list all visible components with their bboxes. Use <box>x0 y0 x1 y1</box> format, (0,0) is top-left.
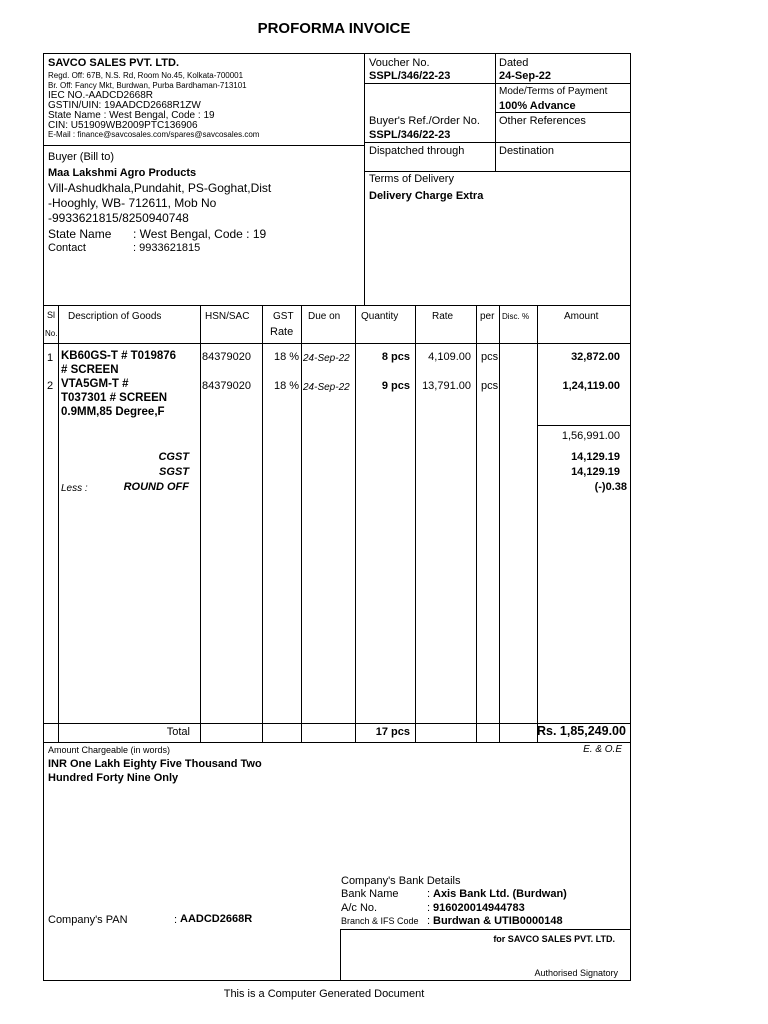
col-line-gst <box>301 305 302 742</box>
divider-dispatch <box>364 171 631 172</box>
item-per: pcs <box>481 380 499 392</box>
item-amount: 32,872.00 <box>571 351 620 363</box>
terms-label: Terms of Delivery <box>369 173 454 185</box>
item-rate: 4,109.00 <box>428 351 471 363</box>
item-due-on: 24-Sep-22 <box>303 382 350 393</box>
bank-name-label: Bank Name <box>341 888 399 900</box>
seller-email: E-Mail : finance@savcosales.com/spares@savcosales.com <box>48 130 260 139</box>
subtotal-rule <box>537 425 631 426</box>
bank-name-value: Axis Bank Ltd. (Burdwan) <box>433 888 567 900</box>
col-line-per <box>499 305 500 742</box>
bank-ac-value: 916020014944783 <box>433 902 525 914</box>
cgst-value: 14,129.19 <box>571 451 620 463</box>
cgst-label: CGST <box>158 451 189 463</box>
col-header-amount: Amount <box>564 311 599 322</box>
item-quantity: 9 pcs <box>381 380 410 392</box>
item-sl: 1 <box>47 352 54 364</box>
divider-seller-buyer <box>43 145 364 146</box>
table-header-top <box>43 305 631 306</box>
total-row-bottom <box>43 742 631 743</box>
col-header-per: per <box>480 311 495 322</box>
signature-company: for SAVCO SALES PVT. LTD. <box>493 934 615 944</box>
buyer-state-label: State Name <box>48 227 112 241</box>
divider-voucher <box>364 83 495 84</box>
buyer-contact-label: Contact <box>48 242 86 254</box>
item-gst-rate: 18 % <box>274 351 300 363</box>
divider-mode <box>495 112 631 113</box>
buyer-state-value: : West Bengal, Code : 19 <box>133 227 267 241</box>
col-header-due-on: Due on <box>308 311 341 322</box>
eoe-note: E. & O.E <box>583 744 622 755</box>
buyer-address-3: -9933621815/8250940748 <box>48 211 189 225</box>
less-label: Less : <box>61 483 88 494</box>
terms-value: Delivery Charge Extra <box>369 190 484 202</box>
divider-dated <box>495 83 631 84</box>
bank-title: Company's Bank Details <box>341 875 461 887</box>
col-line-sl <box>58 305 59 742</box>
col-header-description: Description of Goods <box>68 311 162 322</box>
bank-name-sep: : <box>427 888 431 900</box>
col-header-sl: Sl <box>47 310 56 320</box>
seller-branch-office: Br. Off: Fancy Mkt, Burdwan, Purba Bardhaman-713101 <box>48 81 247 90</box>
pan-sep: : <box>174 914 178 926</box>
seller-regd-office: Regd. Off: 67B, N.S. Rd, Room No.45, Kolkata-700001 <box>48 71 244 80</box>
col-header-gst: GST <box>273 311 294 322</box>
divider-buyer-ref <box>364 142 631 143</box>
seller-state: State Name : West Bengal, Code : 19 <box>48 110 215 121</box>
bank-ac-label: A/c No. <box>341 902 378 914</box>
col-line-qty <box>415 305 416 742</box>
bank-branch-label: Branch & IFS Code <box>341 916 419 926</box>
col-header-quantity: Quantity <box>361 311 399 322</box>
item-per: pcs <box>481 351 499 363</box>
item-rate: 13,791.00 <box>422 380 471 392</box>
voucher-label: Voucher No. <box>369 57 430 69</box>
frame-top <box>43 53 631 54</box>
item-gst-rate: 18 % <box>274 380 300 392</box>
page-title: PROFORMA INVOICE <box>257 20 411 37</box>
signature-box-left <box>340 929 341 981</box>
seller-iec: IEC NO.-AADCD2668R <box>48 90 154 101</box>
item-description-line-3: 0.9MM,85 Degree,F <box>61 406 165 418</box>
bank-branch-sep: : <box>427 915 431 927</box>
item-description-line-2: # SCREEN <box>61 364 119 376</box>
seller-cin: CIN: U51909WB2009PTC136906 <box>48 120 198 131</box>
item-quantity: 8 pcs <box>381 351 410 363</box>
frame-right <box>630 53 631 981</box>
col-line-hsn <box>262 305 263 742</box>
col-line-disc <box>537 305 538 742</box>
item-sl: 2 <box>47 380 54 392</box>
item-hsn: 84379020 <box>202 351 251 363</box>
footer-note: This is a Computer Generated Document <box>223 988 425 1000</box>
item-due-on: 24-Sep-22 <box>303 353 350 364</box>
buyer-label: Buyer (Bill to) <box>48 151 115 163</box>
sgst-label: SGST <box>159 466 189 478</box>
col-header-rate: Rate <box>432 311 454 322</box>
destination-label: Destination <box>499 145 555 157</box>
amount-in-words-line-1: INR One Lakh Eighty Five Thousand Two <box>48 758 262 770</box>
authorised-signatory: Authorised Signatory <box>534 968 618 978</box>
buyer-ref-label: Buyer's Ref./Order No. <box>369 115 480 127</box>
mode-value: 100% Advance <box>499 100 576 112</box>
bank-ac-sep: : <box>427 902 431 914</box>
subtotal-value: 1,56,991.00 <box>561 430 620 442</box>
frame-left <box>43 53 44 981</box>
col-line-desc <box>200 305 201 742</box>
col-line-rate <box>476 305 477 742</box>
col-header-gst-rate: Rate <box>270 326 294 338</box>
bank-branch-value: Burdwan & UTIB0000148 <box>433 915 563 927</box>
round-off-label: ROUND OFF <box>123 481 189 493</box>
total-amount: Rs. 1,85,249.00 <box>537 724 626 738</box>
buyer-ref-value: SSPL/346/22-23 <box>369 129 451 141</box>
item-amount: 1,24,119.00 <box>562 380 620 392</box>
seller-name: SAVCO SALES PVT. LTD. <box>48 57 179 69</box>
sgst-value: 14,129.19 <box>571 466 620 478</box>
pan-label: Company's PAN <box>48 914 128 926</box>
buyer-name: Maa Lakshmi Agro Products <box>48 167 197 179</box>
signature-box-top <box>340 929 631 930</box>
col-header-no: No. <box>45 329 58 338</box>
col-header-hsn: HSN/SAC <box>205 311 250 322</box>
other-ref-label: Other References <box>499 115 586 127</box>
col-header-disc: Disc. % <box>502 312 530 321</box>
dated-label: Dated <box>499 57 529 69</box>
words-label: Amount Chargeable (in words) <box>48 745 171 755</box>
item-description: VTA5GM-T # <box>61 378 129 390</box>
pan-value: AADCD2668R <box>180 913 253 925</box>
table-header-bottom <box>43 343 631 344</box>
buyer-address-1: Vill-Ashudkhala,Pundahit, PS-Goghat,Dist <box>48 181 272 195</box>
total-quantity: 17 pcs <box>375 726 410 738</box>
mode-label: Mode/Terms of Payment <box>499 86 608 97</box>
dated-value: 24-Sep-22 <box>499 70 551 82</box>
buyer-contact-value: : 9933621815 <box>133 242 201 254</box>
buyer-address-2: -Hooghly, WB- 712611, Mob No <box>48 196 217 210</box>
frame-bottom <box>43 980 631 981</box>
total-label: Total <box>166 726 190 738</box>
item-hsn: 84379020 <box>202 380 251 392</box>
col-line-due <box>355 305 356 742</box>
item-description-line-2: T037301 # SCREEN <box>61 392 168 404</box>
item-description: KB60GS-T # T019876 <box>61 350 177 362</box>
seller-gstin: GSTIN/UIN: 19AADCD2668R1ZW <box>48 100 201 111</box>
dispatched-label: Dispatched through <box>369 145 465 157</box>
voucher-value: SSPL/346/22-23 <box>369 70 451 82</box>
divider-header-mid <box>364 53 365 305</box>
amount-in-words-line-2: Hundred Forty Nine Only <box>48 772 179 784</box>
round-off-value: (-)0.38 <box>594 481 627 493</box>
